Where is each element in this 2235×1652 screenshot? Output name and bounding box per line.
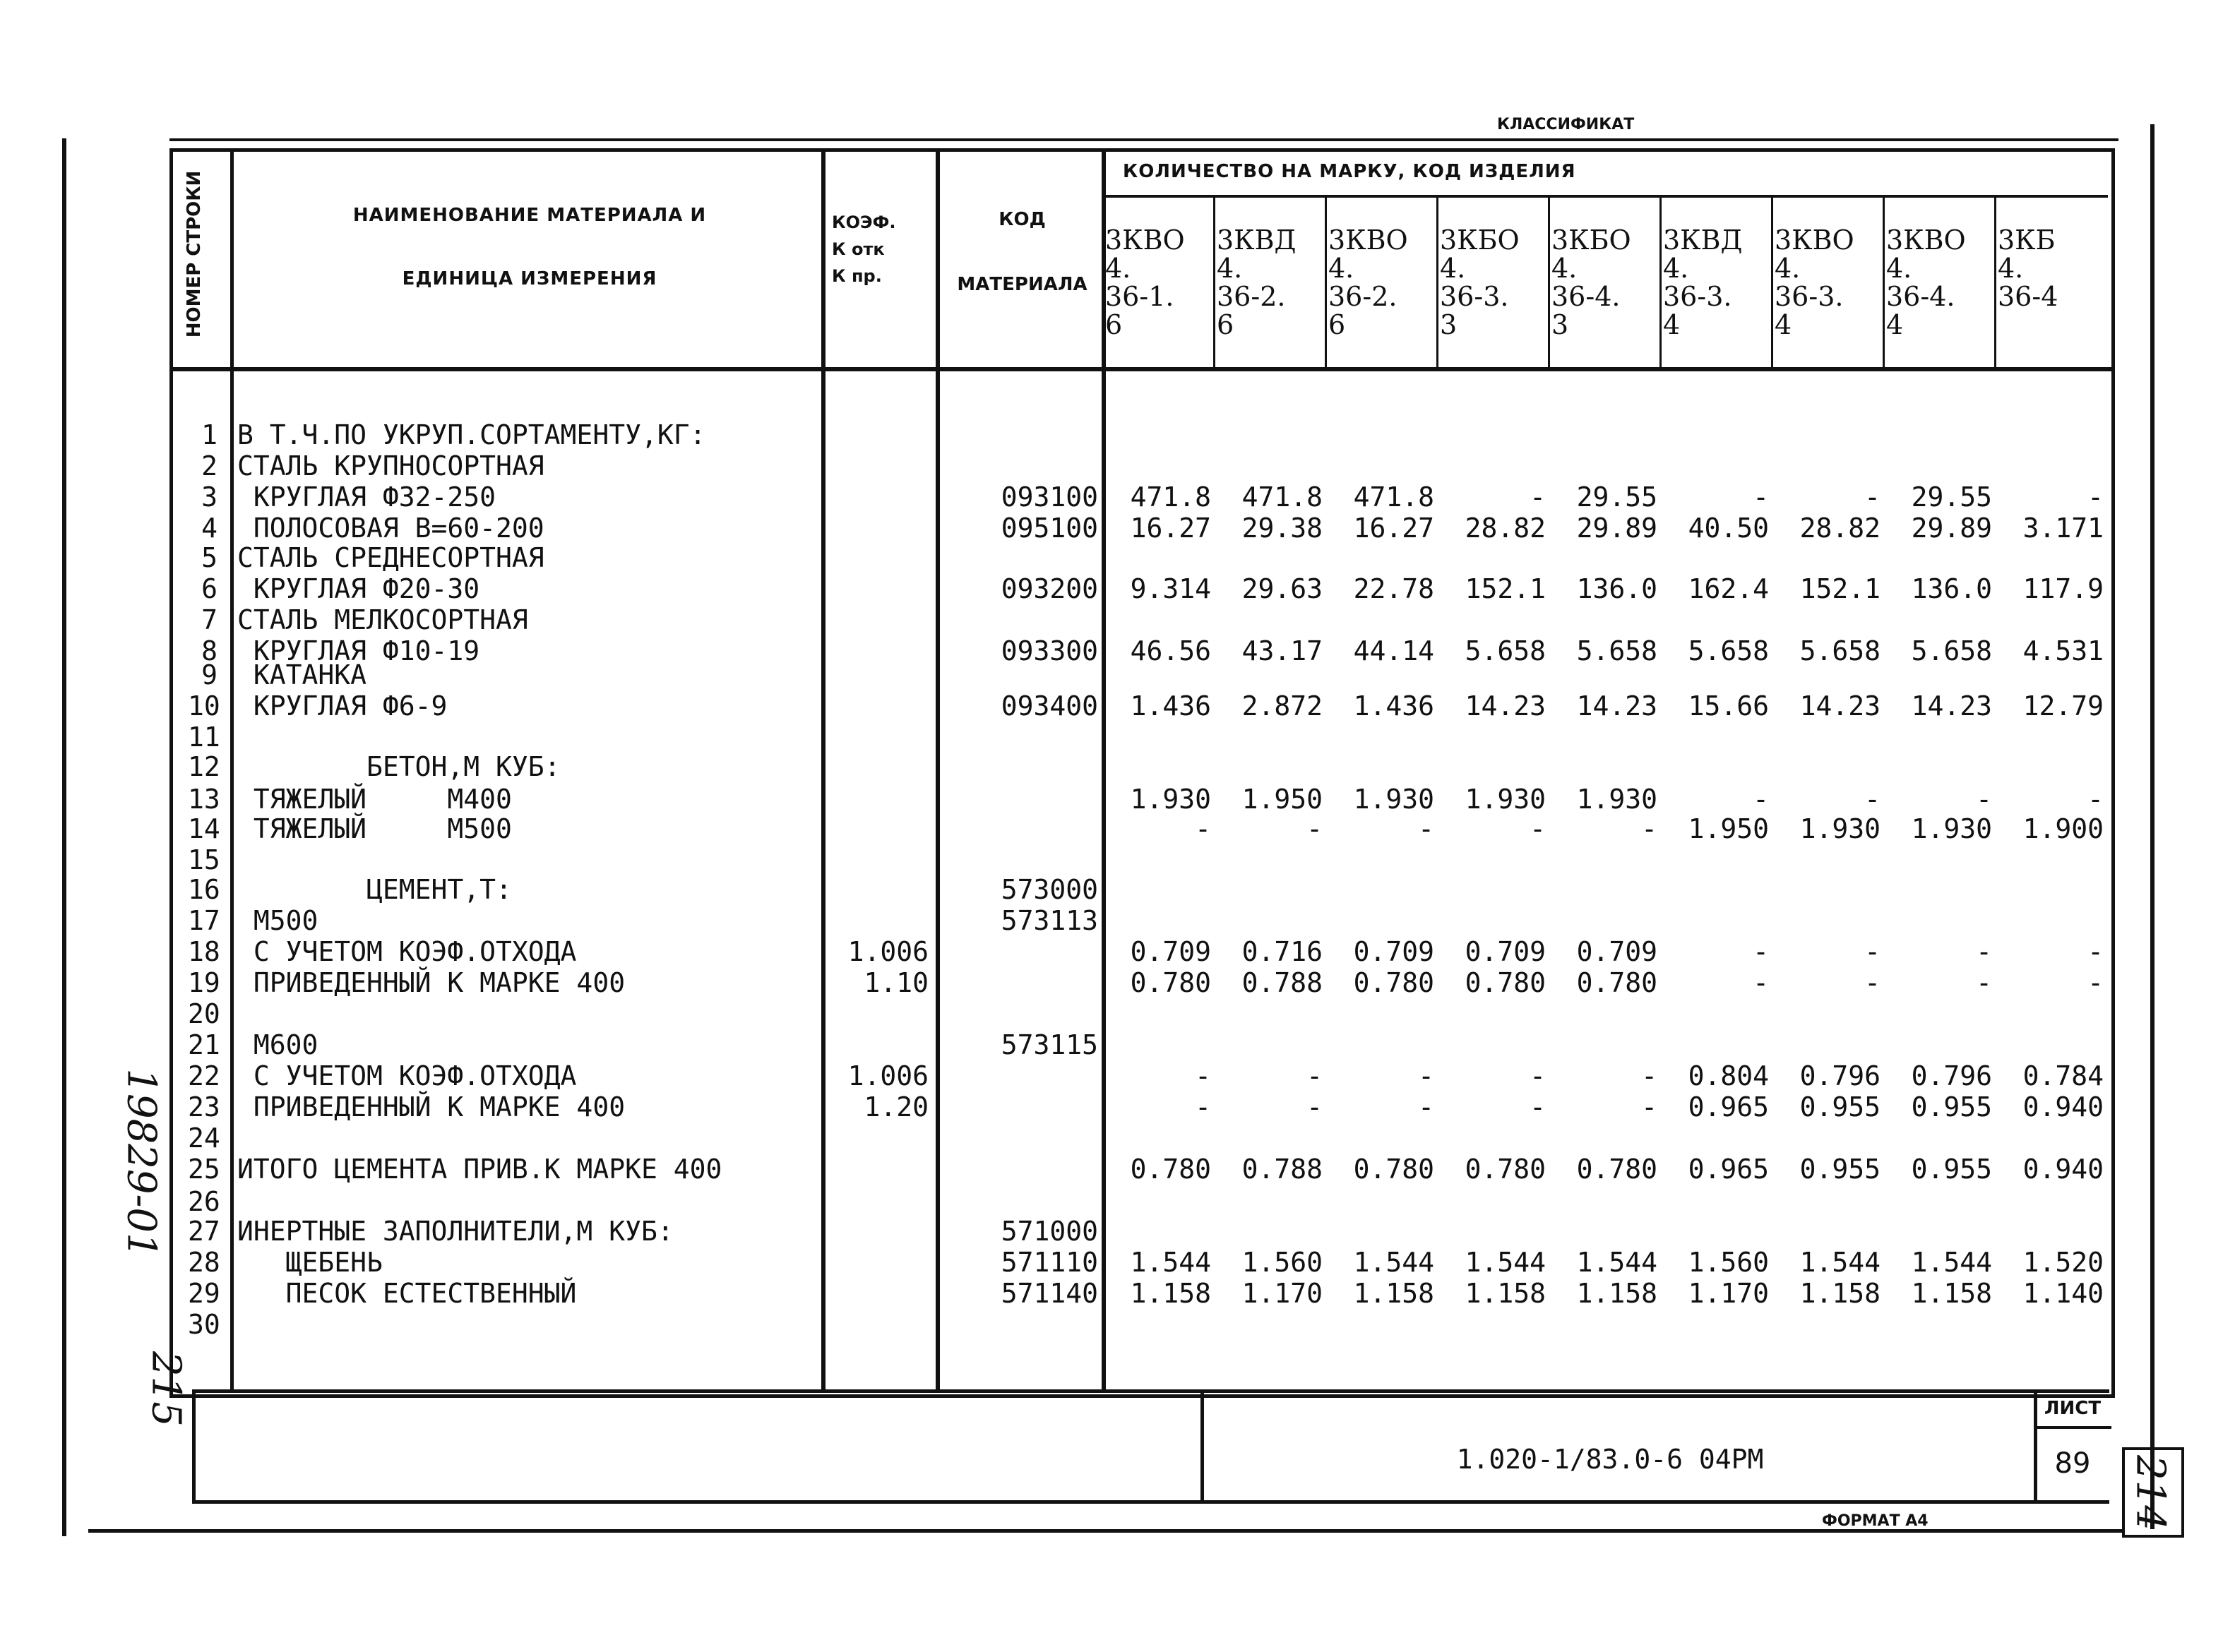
quantity-cell: - (1418, 813, 1434, 844)
quantity-cell: 5.658 (1799, 635, 1881, 666)
row-number: 30 (188, 1309, 220, 1340)
quantity-cell: 1.544 (1911, 1247, 1992, 1278)
material-name: ПЕСОК ЕСТЕСТВЕННЫЙ (237, 1278, 577, 1309)
mark-header: 3КБО 4. 36-4. 3 (1551, 225, 1631, 340)
material-code: 571110 (1001, 1247, 1098, 1278)
quantity-cell: 1.560 (1688, 1247, 1769, 1278)
coefficient: 1.006 (847, 936, 929, 967)
quantity-cell: 5.658 (1688, 635, 1769, 666)
material-name: СТАЛЬ МЕЛКОСОРТНАЯ (237, 604, 528, 635)
quantity-cell: - (1753, 967, 1769, 998)
quantity-cell: - (1976, 936, 1992, 967)
row-number: 11 (188, 722, 220, 753)
material-code: 093400 (1001, 690, 1098, 722)
quantity-cell: 1.436 (1130, 690, 1211, 722)
quantity-cell: - (2087, 481, 2104, 513)
row-number: 13 (188, 784, 220, 815)
material-code: 571140 (1001, 1278, 1098, 1309)
coefficient: 1.006 (847, 1060, 929, 1091)
quantity-cell: 29.38 (1241, 513, 1323, 544)
material-name-line1: НАИМЕНОВАНИЕ МАТЕРИАЛА И (352, 205, 707, 226)
material-code: 571000 (1001, 1216, 1098, 1247)
coef-header (832, 209, 910, 289)
quantity-cell: 0.804 (1688, 1060, 1769, 1091)
mark-sep (1771, 198, 1773, 367)
quantity-cell: - (1195, 1060, 1211, 1091)
coef-line1: КОЭФ. (832, 213, 896, 232)
quantity-cell: - (1864, 784, 1881, 815)
col-line-name (821, 148, 826, 1391)
quantity-cell: - (1641, 1060, 1657, 1091)
row-number: 23 (188, 1091, 220, 1123)
material-name: СТАЛЬ СРЕДНЕСОРТНАЯ (237, 542, 544, 573)
row-number: 17 (188, 905, 220, 936)
material-name: ПРИВЕДЕННЫЙ К МАРКЕ 400 (237, 967, 626, 998)
quantity-cell: 0.716 (1241, 936, 1323, 967)
quantity-cell: - (1530, 1060, 1546, 1091)
material-name: КАТАНКА (237, 659, 367, 690)
quantity-cell: - (1530, 1091, 1546, 1123)
material-name-line2: ЕДИНИЦА ИЗМЕРЕНИЯ (402, 268, 657, 289)
code-line2: МАТЕРИАЛА (957, 274, 1087, 295)
material-code: 093100 (1001, 481, 1098, 513)
quantity-cell: 1.158 (1465, 1278, 1546, 1309)
quantity-title: КОЛИЧЕСТВО НА МАРКУ, КОД ИЗДЕЛИЯ (1123, 161, 1576, 182)
material-name: С УЧЕТОМ КОЭФ.ОТХОДА (237, 1060, 577, 1091)
quantity-cell: 14.23 (1911, 690, 1992, 722)
quantity-cell: 1.158 (1799, 1278, 1881, 1309)
material-code: 573113 (1001, 905, 1098, 936)
mark-sep (1436, 198, 1438, 367)
quantity-cell: - (1641, 813, 1657, 844)
material-name: В Т.Ч.ПО УКРУП.СОРТАМЕНТУ,КГ: (237, 419, 706, 450)
quantity-cell: 9.314 (1130, 573, 1211, 604)
quantity-cell: 0.709 (1576, 936, 1657, 967)
quantity-cell: 28.82 (1799, 513, 1881, 544)
row-number: 24 (188, 1123, 220, 1154)
row-number: 3 (201, 481, 217, 513)
mark-header: 3КВО 4. 36-2. 6 (1328, 225, 1408, 340)
document-code: 1.020-1/83.0-6 04РМ (1456, 1444, 1764, 1475)
mark-sep (1325, 198, 1327, 367)
row-number: 20 (188, 998, 220, 1029)
material-name: С УЧЕТОМ КОЭФ.ОТХОДА (237, 936, 577, 967)
material-name: БЕТОН,М КУБ: (237, 751, 561, 782)
quantity-cell: 16.27 (1353, 513, 1434, 544)
quantity-cell: 0.780 (1465, 967, 1546, 998)
top-stub-text: КЛАССИФИКАТ (1497, 116, 1635, 133)
row-number: 12 (188, 751, 220, 782)
material-name: КРУГЛАЯ Ф32-250 (237, 481, 496, 513)
quantity-cell: 1.544 (1130, 1247, 1211, 1278)
quantity-cell: - (1641, 1091, 1657, 1123)
quantity-cell: 152.1 (1799, 573, 1881, 604)
quantity-cell: 22.78 (1353, 573, 1434, 604)
quantity-cell: 0.709 (1465, 936, 1546, 967)
quantity-cell: 0.788 (1241, 967, 1323, 998)
quantity-cell: 0.955 (1911, 1154, 1992, 1185)
row-number: 1 (201, 419, 217, 450)
quantity-cell: 117.9 (2022, 573, 2104, 604)
quantity-cell: 3.171 (2022, 513, 2104, 544)
right-border-line (2150, 124, 2154, 1529)
mark-sep (1213, 198, 1215, 367)
quantity-cell: 29.89 (1576, 513, 1657, 544)
quantity-cell: 0.965 (1688, 1091, 1769, 1123)
mark-header: 3КВО 4. 36-1. 6 (1105, 225, 1185, 340)
quantity-cell: 1.930 (1130, 784, 1211, 815)
mark-sep (1659, 198, 1662, 367)
quantity-cell: 0.788 (1241, 1154, 1323, 1185)
quantity-cell: 1.544 (1576, 1247, 1657, 1278)
quantity-cell: 0.955 (1911, 1091, 1992, 1123)
quantity-cell: - (1530, 813, 1546, 844)
quantity-cell: - (1306, 813, 1323, 844)
mark-header: 3КВД 4. 36-3. 4 (1663, 225, 1743, 340)
left-page-number: 215 (143, 1351, 189, 1427)
quantity-cell: 1.930 (1576, 784, 1657, 815)
quantity-cell: - (1195, 813, 1211, 844)
code-header (943, 209, 1102, 295)
quantity-cell: 2.872 (1241, 690, 1323, 722)
col-line-coef (936, 148, 940, 1391)
quantity-cell: 0.955 (1799, 1091, 1881, 1123)
material-code: 093200 (1001, 573, 1098, 604)
row-number: 29 (188, 1278, 220, 1309)
quantity-cell: 4.531 (2022, 635, 2104, 666)
quantity-cell: - (1976, 967, 1992, 998)
row-number: 16 (188, 874, 220, 905)
material-name: ПОЛОСОВАЯ В=60-200 (237, 513, 544, 544)
quantity-cell: - (1306, 1060, 1323, 1091)
quantity-cell: 0.784 (2022, 1060, 2104, 1091)
quantity-cell: 471.8 (1353, 481, 1434, 513)
quantity-cell: 28.82 (1465, 513, 1546, 544)
quantity-cell: 1.544 (1353, 1247, 1434, 1278)
material-code: 093300 (1001, 635, 1098, 666)
top-strip-line (169, 138, 2118, 141)
quantity-cell: 0.780 (1353, 1154, 1434, 1185)
quantity-cell: 1.560 (1241, 1247, 1323, 1278)
quantity-cell: 1.900 (2022, 813, 2104, 844)
quantity-cell: 0.709 (1130, 936, 1211, 967)
row-number: 27 (188, 1216, 220, 1247)
row-number: 14 (188, 813, 220, 844)
quantity-cell: 0.709 (1353, 936, 1434, 967)
row-number: 7 (201, 604, 217, 635)
quantity-cell: 44.14 (1353, 635, 1434, 666)
row-number: 15 (188, 844, 220, 875)
row-number: 6 (201, 573, 217, 604)
footer-left-line (192, 1389, 196, 1504)
quantity-cell: - (1864, 481, 1881, 513)
footer-top-line (192, 1389, 2109, 1393)
material-name: ЩЕБЕНЬ (237, 1247, 383, 1278)
mark-header: 3КБО 4. 36-3. 3 (1440, 225, 1520, 340)
quantity-cell: 1.544 (1465, 1247, 1546, 1278)
material-name: КРУГЛАЯ Ф6-9 (237, 690, 448, 722)
quantity-cell: 1.158 (1576, 1278, 1657, 1309)
quantity-cell: 136.0 (1911, 573, 1992, 604)
material-name: ТЯЖЕЛЫЙ М500 (237, 813, 512, 844)
quantity-cell: 471.8 (1130, 481, 1211, 513)
quantity-cell: - (1530, 481, 1546, 513)
footer-bottom-line (192, 1500, 2109, 1504)
quantity-cell: 1.170 (1241, 1278, 1323, 1309)
mark-sep (1994, 198, 1996, 367)
quantity-cell: 136.0 (1576, 573, 1657, 604)
quantity-cell: 0.780 (1130, 1154, 1211, 1185)
material-name: ИТОГО ЦЕМЕНТА ПРИВ.К МАРКЕ 400 (237, 1154, 722, 1185)
row-number: 9 (201, 659, 217, 690)
material-name: ЦЕМЕНТ,Т: (237, 874, 512, 905)
row-number: 10 (188, 690, 220, 722)
mark-header: 3КБ 4. 36-4 (1998, 225, 2058, 312)
quantity-cell: 0.955 (1799, 1154, 1881, 1185)
quantity-cell: 1.436 (1353, 690, 1434, 722)
quantity-cell: 5.658 (1465, 635, 1546, 666)
quantity-cell: 0.796 (1799, 1060, 1881, 1091)
material-name: КРУГЛАЯ Ф20-30 (237, 573, 480, 604)
row-number-header: НОМЕР СТРОКИ (184, 170, 205, 338)
quantity-cell: 0.940 (2022, 1091, 2104, 1123)
quantity-cell: 1.158 (1353, 1278, 1434, 1309)
row-number: 21 (188, 1029, 220, 1060)
quantity-cell: 29.63 (1241, 573, 1323, 604)
quantity-cell: 12.79 (2022, 690, 2104, 722)
quantity-cell: - (1195, 1091, 1211, 1123)
format-label: ФОРМАТ А4 (1822, 1512, 1929, 1530)
quantity-cell: 16.27 (1130, 513, 1211, 544)
coef-line2: К отк (832, 239, 885, 259)
coefficient: 1.20 (864, 1091, 929, 1123)
code-line1: КОД (999, 209, 1046, 230)
quantity-cell: - (1753, 784, 1769, 815)
quantity-cell: 1.520 (2022, 1247, 2104, 1278)
quantity-cell: 29.55 (1576, 481, 1657, 513)
row-number: 5 (201, 542, 217, 573)
quantity-cell: 5.658 (1576, 635, 1657, 666)
row-number: 26 (188, 1186, 220, 1217)
quantity-cell: 0.780 (1130, 967, 1211, 998)
quantity-cell: 0.780 (1576, 967, 1657, 998)
quantity-cell: - (1864, 936, 1881, 967)
quantity-cell: 0.780 (1465, 1154, 1546, 1185)
quantity-cell: 1.544 (1799, 1247, 1881, 1278)
quantity-cell: 0.780 (1353, 967, 1434, 998)
material-name-header (240, 205, 819, 289)
quantity-cell: 1.930 (1465, 784, 1546, 815)
quantity-cell: 1.950 (1241, 784, 1323, 815)
inventory-number: 19829-01 (118, 1068, 165, 1258)
material-code: 095100 (1001, 513, 1098, 544)
material-name: М500 (237, 905, 318, 936)
bottom-border-line (88, 1529, 2122, 1533)
quantity-cell: 40.50 (1688, 513, 1769, 544)
quantity-cell: - (1418, 1091, 1434, 1123)
quantity-cell: 46.56 (1130, 635, 1211, 666)
quantity-cell: 1.930 (1353, 784, 1434, 815)
coef-line3: К пр. (832, 266, 882, 286)
quantity-cell: 5.658 (1911, 635, 1992, 666)
sheet-label: ЛИСТ (2044, 1398, 2102, 1419)
row-number: 2 (201, 450, 217, 481)
quantity-cell: 1.950 (1688, 813, 1769, 844)
quantity-cell: 1.158 (1130, 1278, 1211, 1309)
mark-sep (1548, 198, 1550, 367)
material-name: ИНЕРТНЫЕ ЗАПОЛНИТЕЛИ,М КУБ: (237, 1216, 674, 1247)
material-name: ТЯЖЕЛЫЙ М400 (237, 784, 512, 815)
quantity-cell: 1.930 (1799, 813, 1881, 844)
row-number: 19 (188, 967, 220, 998)
quantity-cell: 14.23 (1799, 690, 1881, 722)
row-number: 8 (201, 635, 217, 666)
quantity-cell: - (1753, 481, 1769, 513)
quantity-cell: 0.940 (2022, 1154, 2104, 1185)
quantity-cell: - (2087, 784, 2104, 815)
quantity-cell: 14.23 (1465, 690, 1546, 722)
material-code: 573000 (1001, 874, 1098, 905)
quantity-cell: 1.170 (1688, 1278, 1769, 1309)
quantity-cell: 1.158 (1911, 1278, 1992, 1309)
quantity-cell: 471.8 (1241, 481, 1323, 513)
quantity-cell: - (1418, 1060, 1434, 1091)
row-number: 18 (188, 936, 220, 967)
right-page-number: 214 (2127, 1455, 2174, 1531)
col-line-rownum (230, 148, 234, 1391)
material-name: КРУГЛАЯ Ф10-19 (237, 635, 480, 666)
mark-header: 3КВО 4. 36-3. 4 (1775, 225, 1854, 340)
quantity-cell: 43.17 (1241, 635, 1323, 666)
material-name: ПРИВЕДЕННЫЙ К МАРКЕ 400 (237, 1091, 626, 1123)
row-number: 28 (188, 1247, 220, 1278)
coefficient: 1.10 (864, 967, 929, 998)
quantity-cell: 162.4 (1688, 573, 1769, 604)
quantity-cell: 29.55 (1911, 481, 1992, 513)
quantity-cell: 0.965 (1688, 1154, 1769, 1185)
quantity-cell: - (1753, 936, 1769, 967)
quantity-cell: 14.23 (1576, 690, 1657, 722)
mark-sep (1883, 198, 1885, 367)
quantity-cell: - (1306, 1091, 1323, 1123)
quantity-cell: - (1976, 784, 1992, 815)
quantity-cell: 29.89 (1911, 513, 1992, 544)
quantity-cell: 15.66 (1688, 690, 1769, 722)
quantity-title-line (1102, 195, 2108, 198)
left-border-line (62, 138, 66, 1536)
quantity-cell: 0.796 (1911, 1060, 1992, 1091)
quantity-cell: 152.1 (1465, 573, 1546, 604)
quantity-cell: - (2087, 936, 2104, 967)
footer-left-divider (1200, 1389, 1204, 1504)
material-code: 573115 (1001, 1029, 1098, 1060)
material-name: СТАЛЬ КРУПНОСОРТНАЯ (237, 450, 544, 481)
quantity-cell: - (2087, 967, 2104, 998)
quantity-cell: - (1864, 967, 1881, 998)
quantity-cell: 1.140 (2022, 1278, 2104, 1309)
row-number: 4 (201, 513, 217, 544)
material-name: М600 (237, 1029, 318, 1060)
sheet-box-mid (2034, 1426, 2111, 1429)
row-number: 22 (188, 1060, 220, 1091)
quantity-cell: 0.780 (1576, 1154, 1657, 1185)
mark-header: 3КВД 4. 36-2. 6 (1217, 225, 1297, 340)
mark-header: 3КВО 4. 36-4. 4 (1886, 225, 1966, 340)
row-number: 25 (188, 1154, 220, 1185)
sheet-number: 89 (2054, 1447, 2091, 1480)
header-bottom-line (169, 367, 2111, 371)
quantity-cell: 1.930 (1911, 813, 1992, 844)
